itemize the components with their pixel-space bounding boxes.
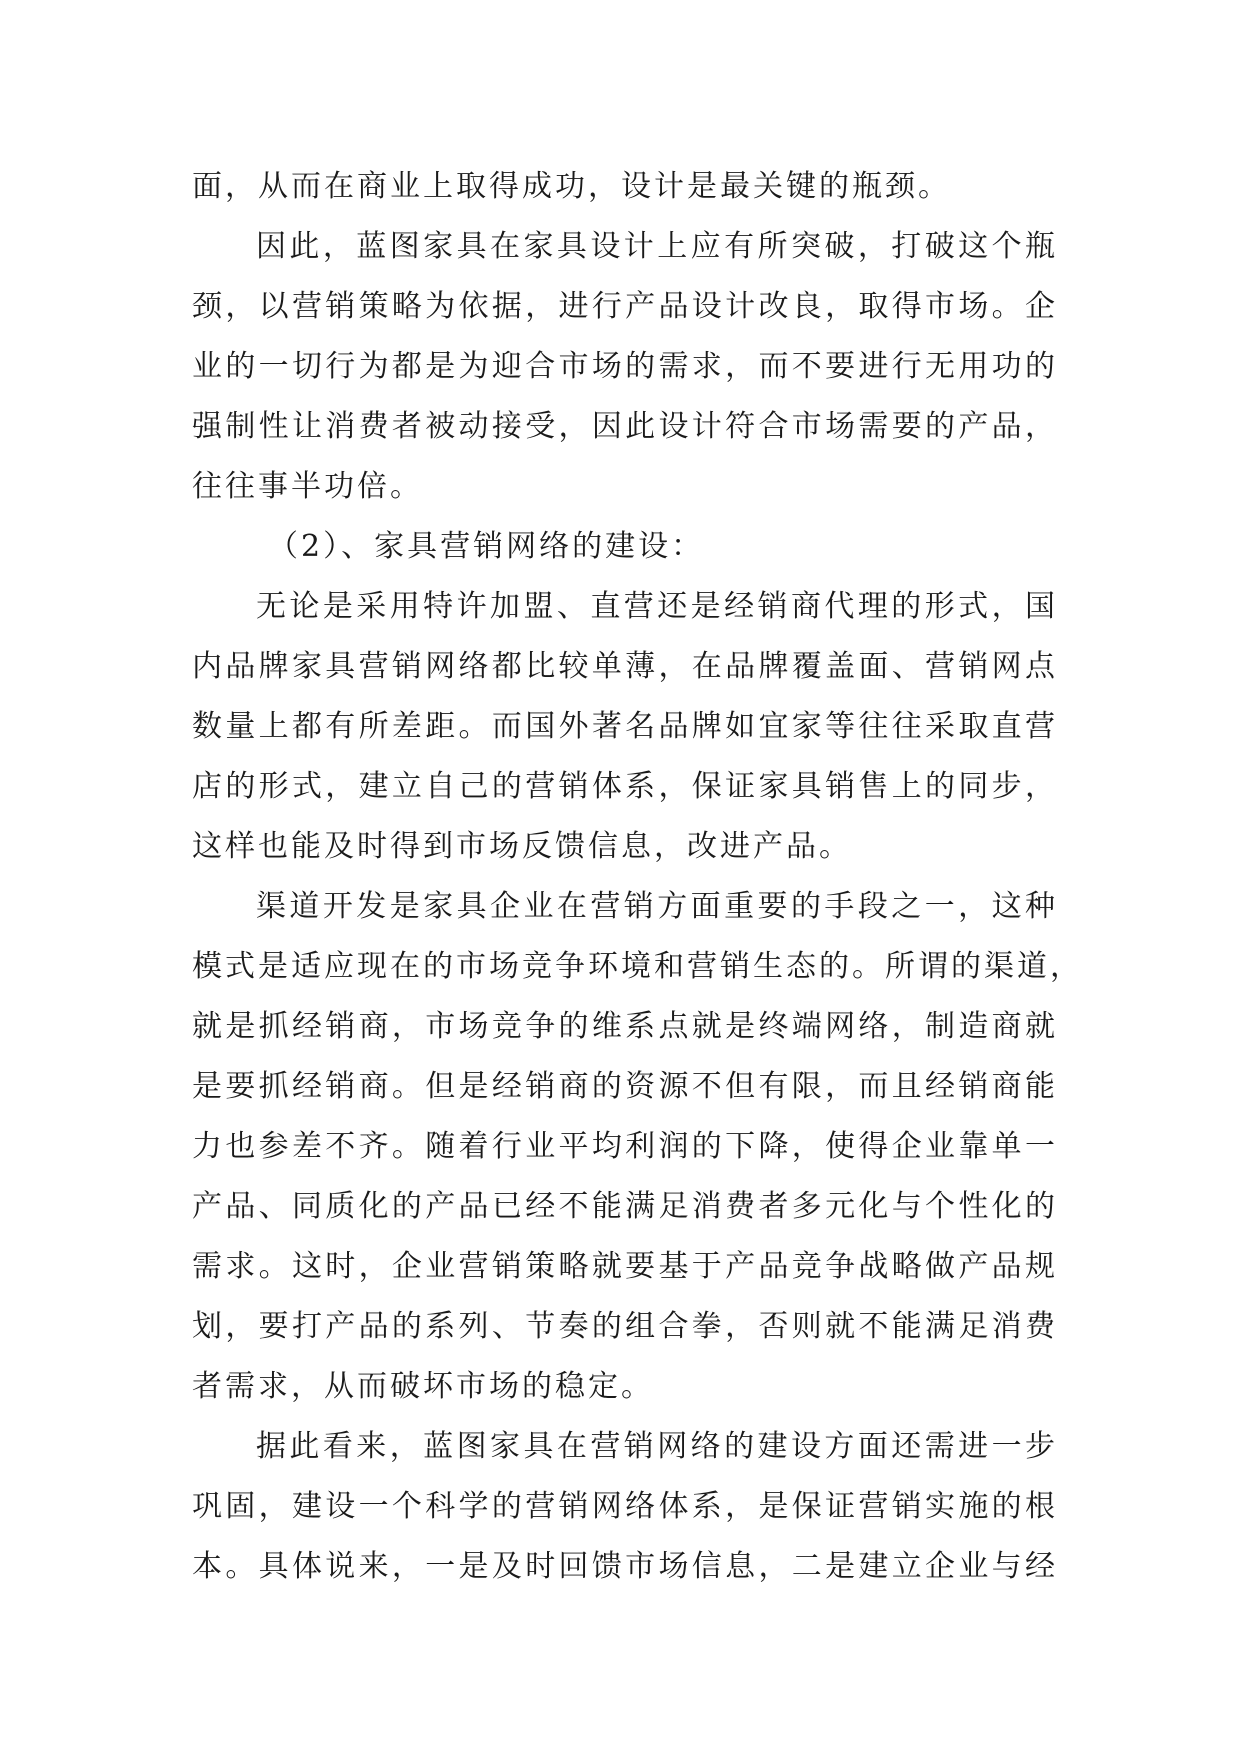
- text-line: 店的形式，建立自己的营销体系，保证家具销售上的同步，: [192, 769, 1058, 804]
- text-line: 划，要打产品的系列、节奏的组合拳，否则就不能满足消费: [192, 1309, 1058, 1344]
- body-text: [192, 157, 1083, 1597]
- text-line: 往往事半功倍。: [192, 469, 423, 504]
- text-line: 面，从而在商业上取得成功，设计是最关键的瓶颈。: [192, 169, 951, 204]
- text-line: 渠道开发是家具企业在营销方面重要的手段之一，这种: [256, 889, 1058, 924]
- text-line: 模式是适应现在的市场竞争环境和营销生态的。所谓的渠道，: [192, 949, 1083, 984]
- text-line: 内品牌家具营销网络都比较单薄，在品牌覆盖面、营销网点: [192, 649, 1058, 684]
- text-line: 据此看来，蓝图家具在营销网络的建设方面还需进一步: [256, 1429, 1058, 1464]
- text-line: 需求。这时，企业营销策略就要基于产品竞争战略做产品规: [192, 1249, 1058, 1284]
- text-line: 巩固，建设一个科学的营销网络体系，是保证营销实施的根: [192, 1489, 1058, 1524]
- text-line: 数量上都有所差距。而国外著名品牌如宜家等往往采取直营: [192, 709, 1058, 744]
- text-line: 就是抓经销商，市场竞争的维系点就是终端网络，制造商就: [192, 1009, 1058, 1044]
- text-line: 力也参差不齐。随着行业平均利润的下降，使得企业靠单一: [192, 1129, 1058, 1164]
- text-line: 业的一切行为都是为迎合市场的需求，而不要进行无用功的: [192, 349, 1058, 384]
- text-line: 颈，以营销策略为依据，进行产品设计改良，取得市场。企: [192, 289, 1058, 324]
- text-line: 本。具体说来，一是及时回馈市场信息，二是建立企业与经: [192, 1549, 1058, 1584]
- text-line: 无论是采用特许加盟、直营还是经销商代理的形式，国: [256, 589, 1058, 624]
- section-heading: （2）、家具营销网络的建设：: [268, 529, 705, 564]
- text-line: 者需求，从而破坏市场的稳定。: [192, 1369, 654, 1404]
- text-line: 强制性让消费者被动接受，因此设计符合市场需要的产品，: [192, 409, 1058, 444]
- text-line: 这样也能及时得到市场反馈信息，改进产品。: [192, 829, 852, 864]
- text-line: 是要抓经销商。但是经销商的资源不但有限，而且经销商能: [192, 1069, 1058, 1104]
- text-line: 产品、同质化的产品已经不能满足消费者多元化与个性化的: [192, 1189, 1058, 1224]
- text-line: 因此，蓝图家具在家具设计上应有所突破，打破这个瓶: [256, 229, 1058, 264]
